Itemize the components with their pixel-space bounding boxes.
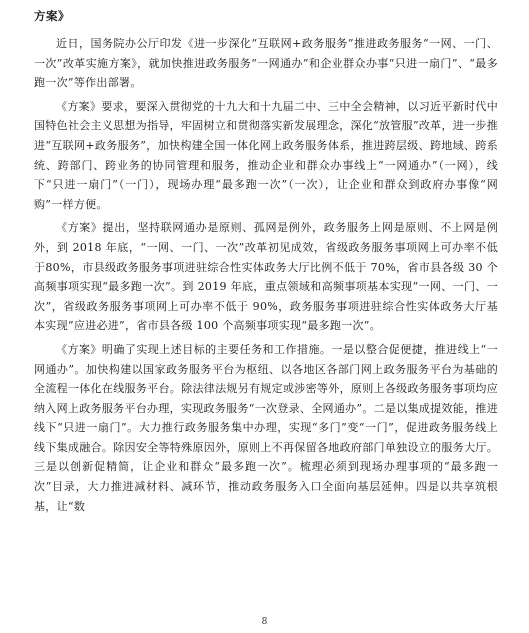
paragraph-measures: 《方案》明确了实现上述目标的主要任务和工作措施。一是以整合促便捷，推进线上“一网通办”。加快构建以国家政务服务平台为枢纽、以各地区各部门网上政务服务平台为基础的全流程一体化在线服务平台。除法律法规另有规定或涉密等外，原则上各级政务服务事项均应纳入网上政务服务平台办理，实现政务服务“一次登录、全网通办”。二是以集成提效能，推进线下“只进一扇门”。大力推行政务服务集中办理，实现“多门”变“一门”，促进政务服务线上线下集成融合。除因安全等特殊原因外，原则上不再保留各地政府部门单独设立的服务大厅。三是以创新促精简，让企业和群众“最多跑一次”。梳理必须到现场办理事项的“最多跑一次”目录，大力推进减材料、减环节，推动政务服务入口全面向基层延伸。四是以共享筑根基，让“数 — [34, 342, 498, 513]
paragraph-requirements: 《方案》要求，要深入贯彻党的十九大和十九届二中、三中全会精神，以习近平新时代中国特色社会主义思想为指导，牢固树立和贯彻落实新发展理念，深化“放管服”改革，进一步推进“互联网+政务服务”，加快构建全国一体化网上政务服务体系，推进跨层级、跨地域、跨系统、跨部门、跨业务的协同管理和服务，推动企业和群众办事线上“一网通办”（一网），线下“只进一扇门”（一门），现场办理“最多跑一次”（一次），让企业和群众到政府办事像“网购”一样方便。 — [34, 99, 498, 211]
section-heading: 方案》 — [34, 9, 70, 23]
document-body — [34, 34, 498, 520]
paragraph-targets: 《方案》提出，坚持联网通办是原则、孤网是例外，政务服务上网是原则、不上网是例外，到 2018 年底，“一网、一门、一次”改革初见成效，省级政务服务事项网上可办率不低于80%，市县级政务服务事项进驻综合性实体政务大厅比例不低于 70%，省市县各级 30 个高频事项实现“最多跑一次”。到 2019 年底，重点领域和高频事项基本实现“一网、一门、一次”，省级政务服务事项网上可办率不低于 90%，政务服务事项进驻综合性实体政务大厅基本实现“应进必进”，省市县各级 100 个高频事项实现“最多跑一次”。 — [34, 221, 498, 333]
page-number: 8 — [261, 617, 268, 627]
paragraph-intro: 近日，国务院办公厅印发《进一步深化“互联网+政务服务”推进政务服务“一网、一门、一次”改革实施方案》，就加快推进政务服务“一网通办”和企业群众办事“只进一扇门”、“最多跑一次”等作出部署。 — [34, 37, 498, 90]
